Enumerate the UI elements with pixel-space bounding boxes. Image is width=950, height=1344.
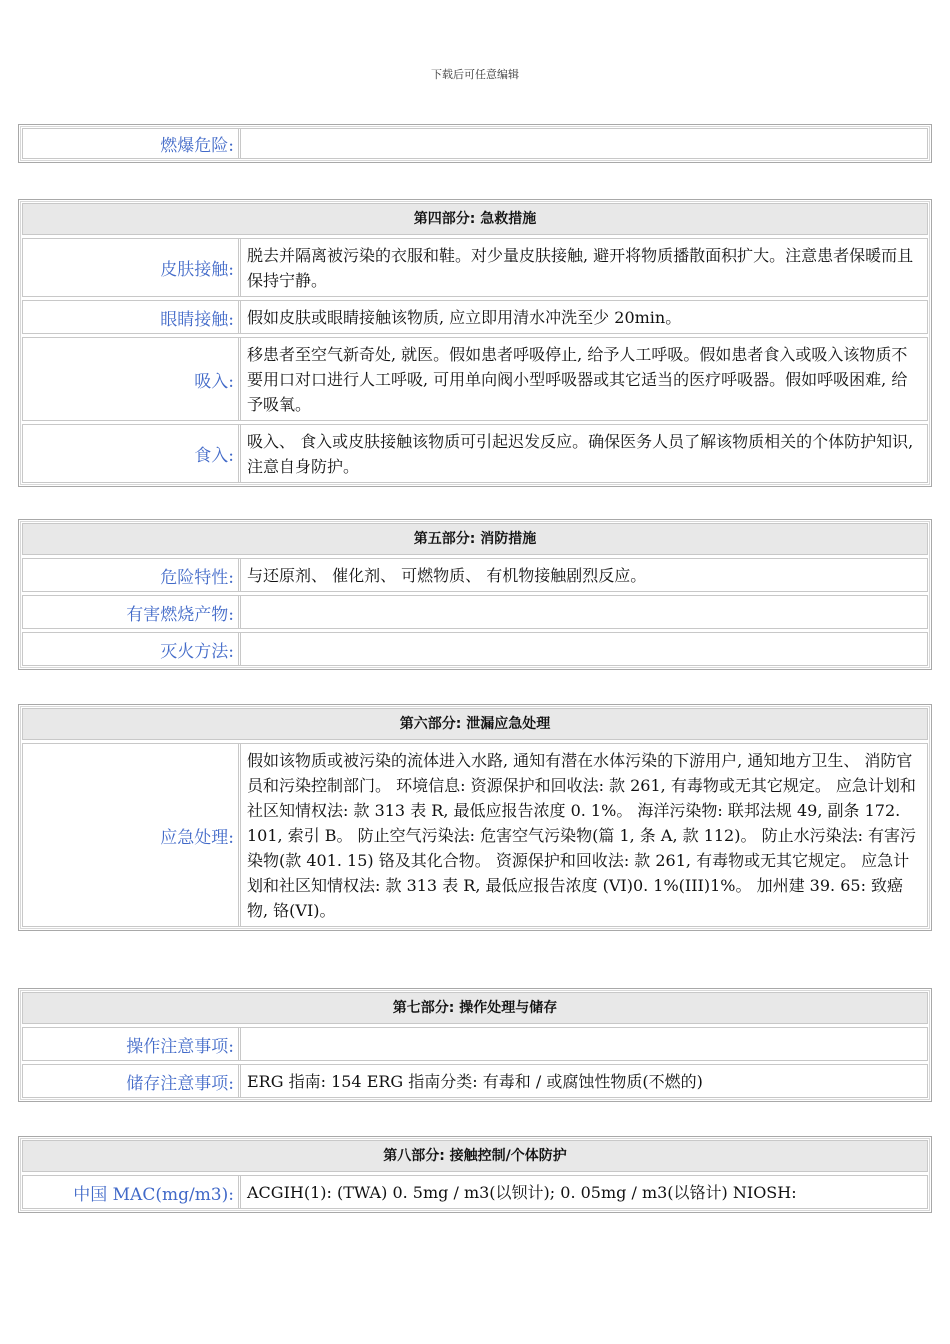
table-row [22, 743, 928, 927]
field-label: 中国 MAC(mg/m3): [23, 1176, 241, 1208]
field-label: 吸入: [23, 338, 241, 420]
table-row [22, 632, 928, 666]
section-handling-storage [18, 988, 932, 1102]
table-row [22, 424, 928, 483]
section-first-aid [18, 199, 932, 487]
section-title: 第六部分: 泄漏应急处理 [22, 708, 928, 740]
section-hazard [18, 124, 932, 163]
table-row [22, 337, 928, 421]
section-title: 第七部分: 操作处理与储存 [22, 992, 928, 1024]
field-value: 假如该物质或被污染的流体进入水路, 通知有潜在水体污染的下游用户, 通知地方卫生、 消防官员和污染控制部门。 环境信息: 资源保护和回收法: 款 261, 有毒物或无其它规定。 应急计划和社区知情权法: 款 313 表 R, 最低应报告浓度 0. 1%。 海洋污染物: 联邦法规 49, 副条 172. 101, 索引 B。 防止空气污染法: 危害空气污染物(篇 1, 条 A, 款 112)。 防止水污染法: 有害污染物(款 401. 15) 铬及其化合物。 资源保护和回收法: 款 261, 有毒物或无其它规定。 应急计划和社区知情权法: 款 313 表 R, 最低应报告浓度 (VI)0. 1%(III)1%。 加州建 39. 65: 致癌物, 铬(VI)。 [247, 751, 917, 920]
field-value: 移患者至空气新奇处, 就医。假如患者呼吸停止, 给予人工呼吸。假如患者食入或吸入该物质不要用口对口进行人工呼吸, 可用单向阀小型呼吸器或其它适当的医疗呼吸器。假如呼吸困难, 给予吸氧。 [247, 345, 908, 414]
field-value: 吸入、 食入或皮肤接触该物质可引起迟发反应。确保医务人员了解该物质相关的个体防护知识, 注意自身防护。 [247, 432, 914, 476]
section-exposure-control [18, 1136, 932, 1213]
field-value: 与还原剂、 催化剂、 可燃物质、 有机物接触剧烈反应。 [247, 566, 647, 585]
field-label: 危险特性: [23, 559, 241, 591]
section-title: 第四部分: 急救措施 [22, 203, 928, 235]
table-row [22, 128, 928, 159]
field-value: ERG 指南: 154 ERG 指南分类: 有毒和 / 或腐蚀性物质(不燃的) [247, 1072, 703, 1091]
field-label: 燃爆危险: [23, 129, 241, 158]
section-spill-response [18, 704, 932, 931]
field-label: 有害燃烧产物: [23, 596, 241, 628]
field-value: ACGIH(1): (TWA) 0. 5mg / m3(以钡计); 0. 05mg / m3(以铬计) NIOSH: [247, 1183, 797, 1202]
field-label: 皮肤接触: [23, 239, 241, 296]
table-row [22, 558, 928, 592]
page-header-note: 下载后可任意编辑 [431, 68, 519, 81]
table-row [22, 1027, 928, 1061]
table-row [22, 238, 928, 297]
field-label: 应急处理: [23, 744, 241, 926]
table-row [22, 595, 928, 629]
field-label: 操作注意事项: [23, 1028, 241, 1060]
field-value: 脱去并隔离被污染的衣服和鞋。对少量皮肤接触, 避开将物质播散面积扩大。注意患者保暖而且保持宁静。 [247, 246, 914, 290]
section-title: 第八部分: 接触控制/个体防护 [22, 1140, 928, 1172]
field-label: 灭火方法: [23, 633, 241, 665]
table-row [22, 1064, 928, 1098]
field-label: 食入: [23, 425, 241, 482]
field-label: 储存注意事项: [23, 1065, 241, 1097]
field-label: 眼睛接触: [23, 301, 241, 333]
field-value [241, 596, 927, 628]
field-value [241, 633, 927, 665]
table-row [22, 1175, 928, 1209]
section-fire-fighting [18, 519, 932, 670]
field-value: 假如皮肤或眼睛接触该物质, 应立即用清水冲洗至少 20min。 [247, 308, 682, 327]
table-row [22, 300, 928, 334]
field-value [241, 1028, 927, 1060]
field-value [241, 129, 927, 158]
section-title: 第五部分: 消防措施 [22, 523, 928, 555]
